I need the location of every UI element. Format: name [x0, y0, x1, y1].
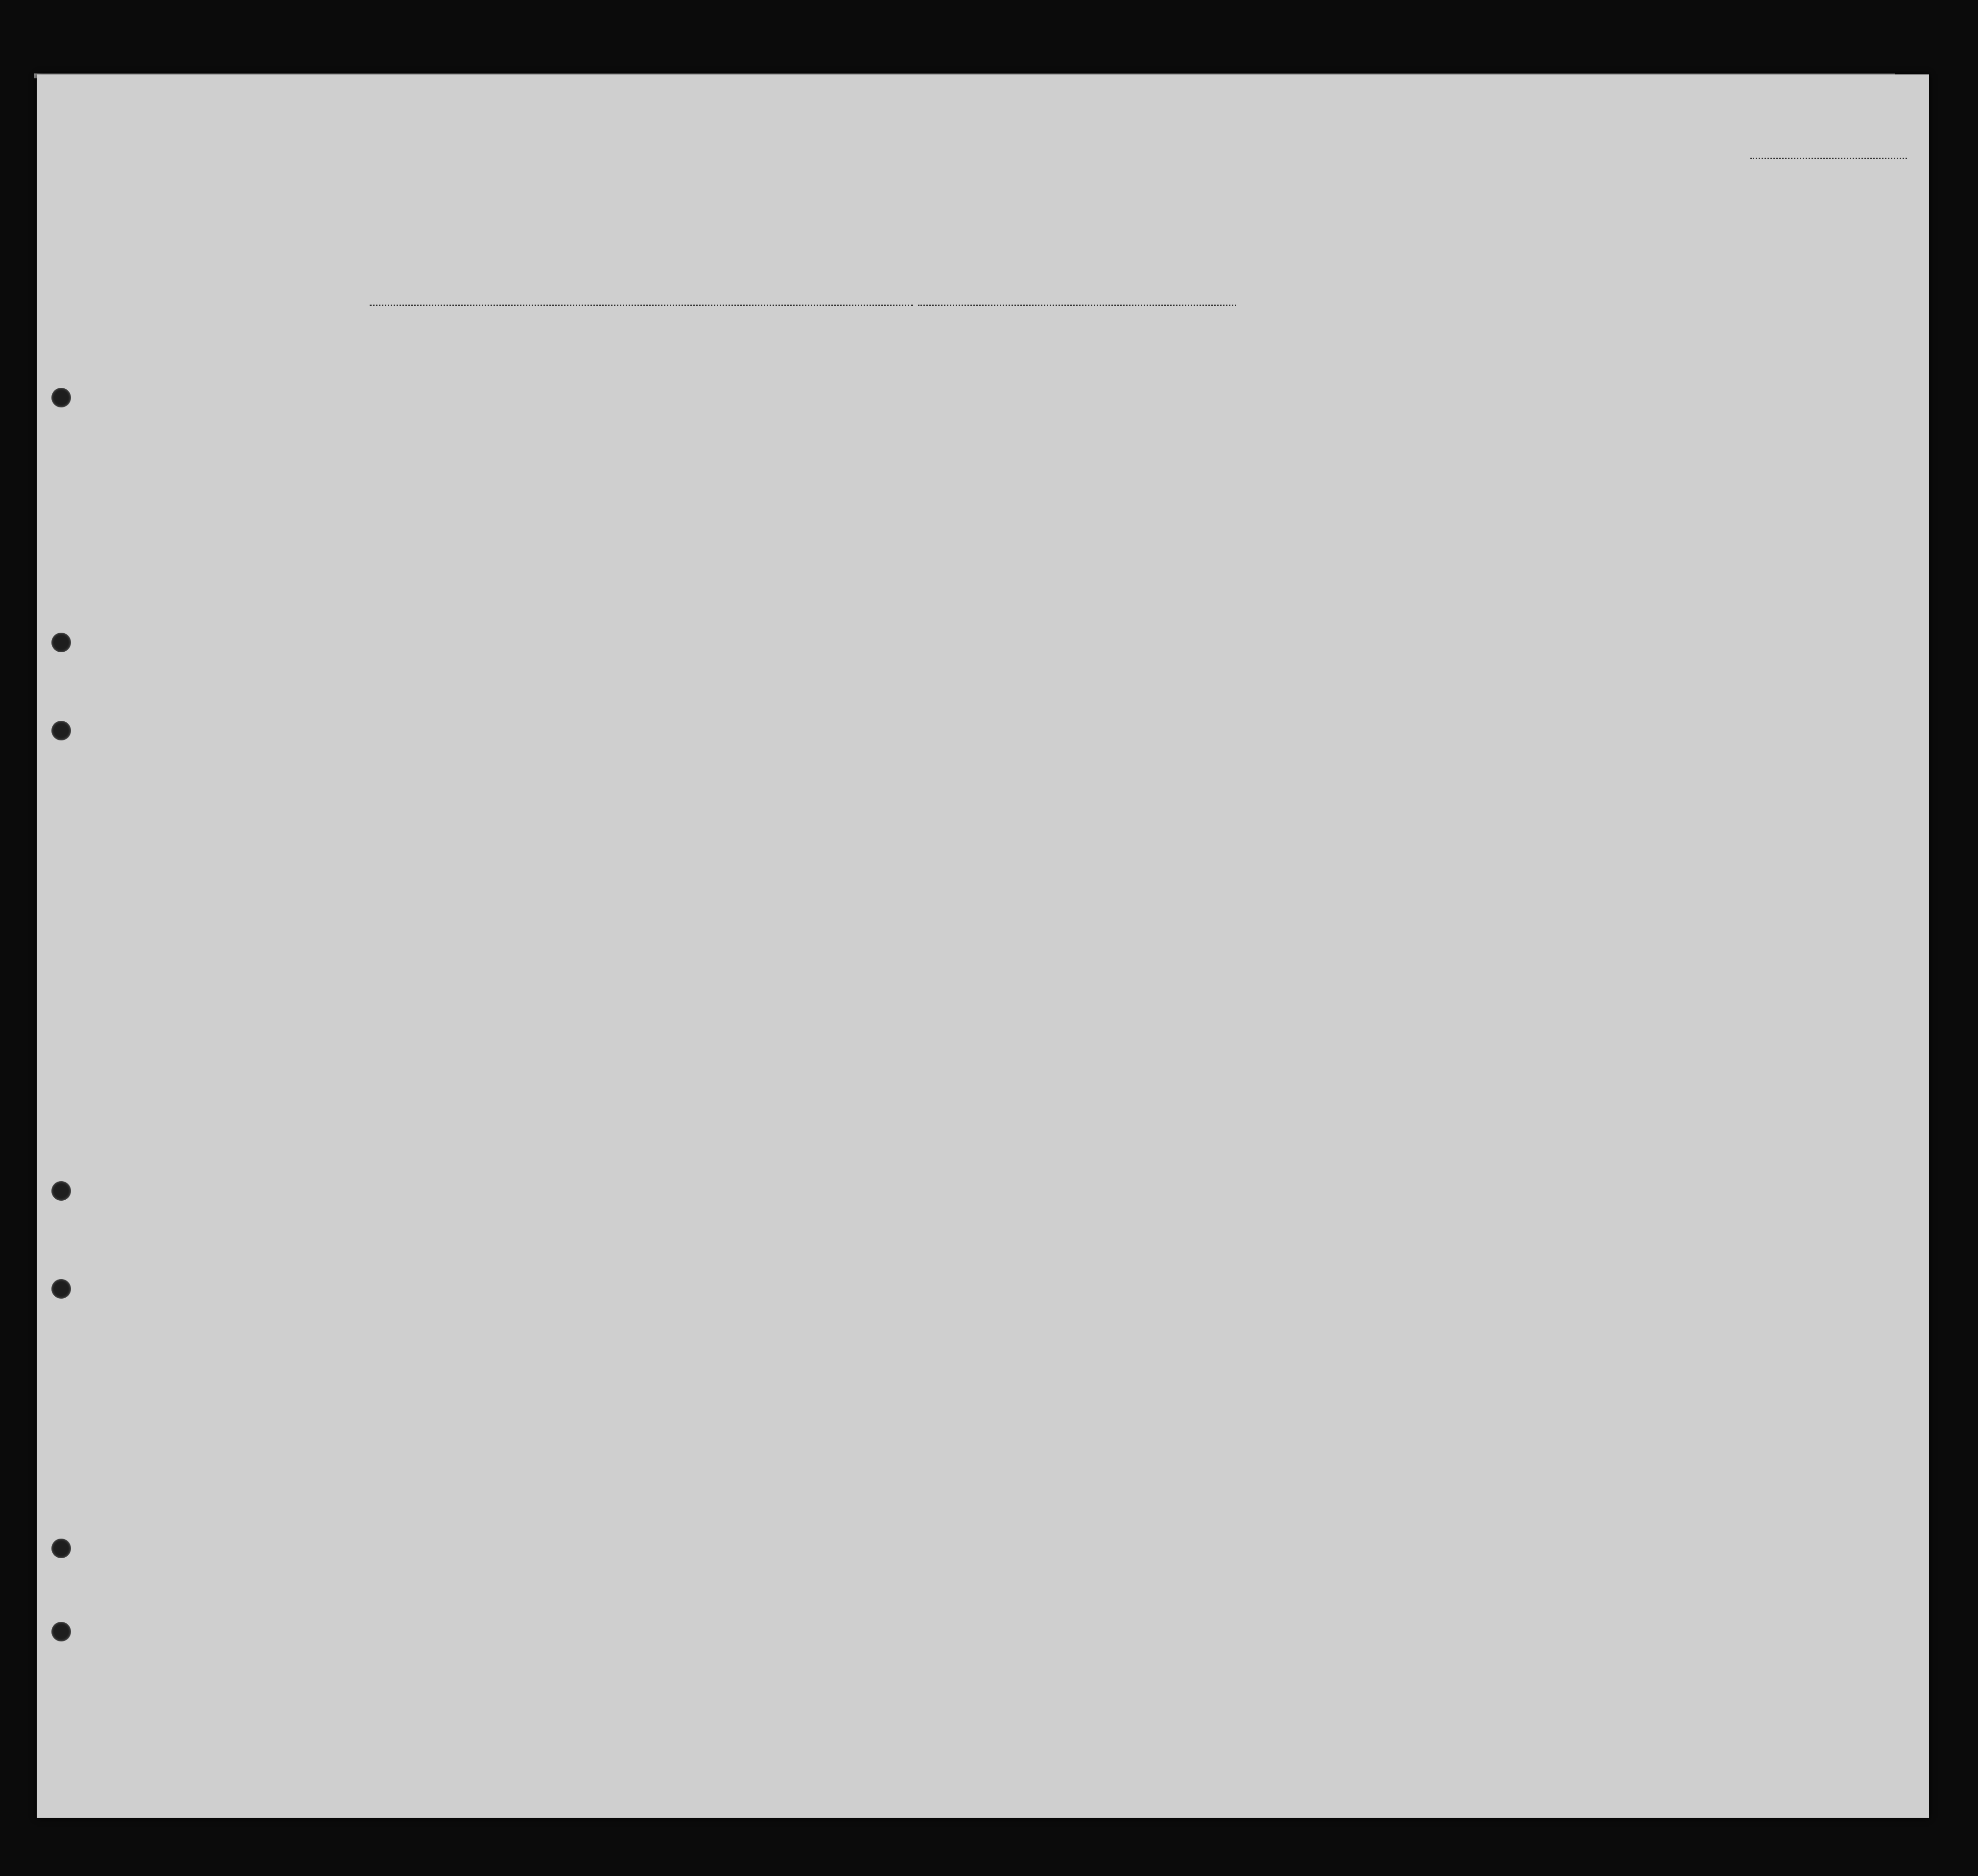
table-grid — [37, 74, 1929, 1818]
manifest-sheet — [37, 74, 1929, 1818]
